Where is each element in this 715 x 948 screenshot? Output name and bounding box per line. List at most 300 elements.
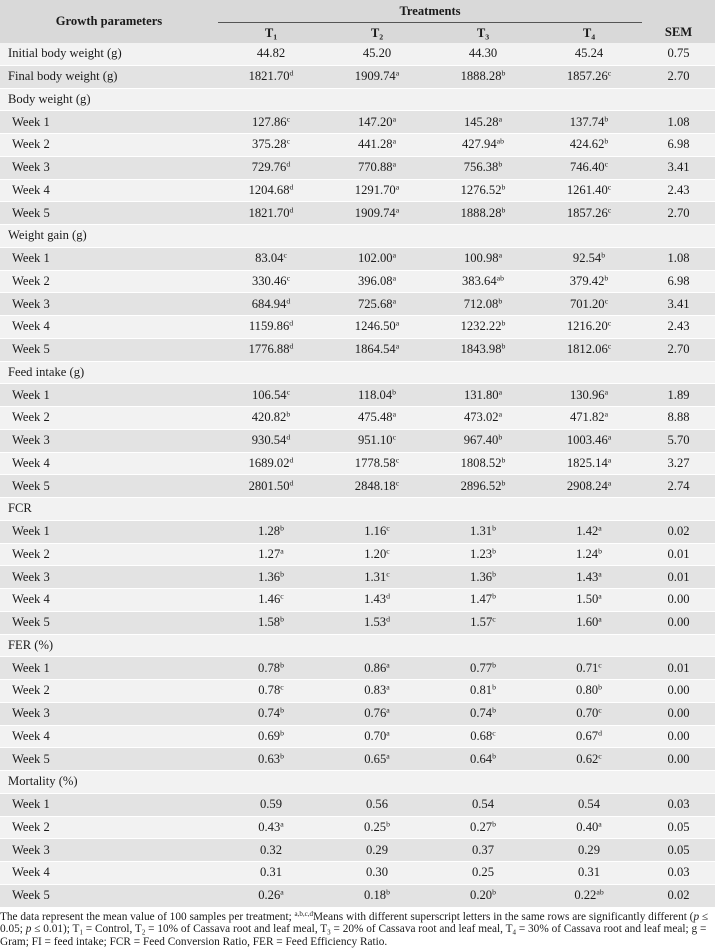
value-cell-t1 <box>218 589 324 612</box>
empty-cell <box>218 361 324 384</box>
significance-letter: a <box>499 251 502 260</box>
value-cell-t3 <box>430 702 536 725</box>
cell-value: 0.80 <box>576 683 598 697</box>
value-cell-t1 <box>218 725 324 748</box>
empty-cell <box>324 498 430 521</box>
value-cell-t3 <box>430 452 536 475</box>
cell-value: 100.98 <box>464 251 499 265</box>
value-cell-t2 <box>324 270 430 293</box>
value-cell-t2 <box>324 680 430 703</box>
significance-letter: b <box>492 524 496 533</box>
row-label: Week 1 <box>0 793 218 816</box>
table-row <box>0 429 715 452</box>
empty-cell <box>218 771 324 794</box>
row-label: Week 4 <box>0 316 218 339</box>
row-label: Week 5 <box>0 202 218 225</box>
value-cell-t1 <box>218 816 324 839</box>
significance-letter: b <box>286 410 290 419</box>
cell-value: 1689.02 <box>249 456 290 470</box>
cell-value: 1.28 <box>258 524 280 538</box>
treatment-header-t3: $T_3$ <box>430 23 536 44</box>
row-label: Week 1 <box>0 111 218 134</box>
significance-letter: d <box>286 433 290 442</box>
cell-value: 967.40 <box>464 433 499 447</box>
value-cell-t1 <box>218 134 324 157</box>
cell-value: 0.31 <box>260 865 282 879</box>
significance-letter: b <box>280 615 284 624</box>
value-cell-t4 <box>536 111 642 134</box>
cell-value: 0.71 <box>576 661 598 675</box>
value-cell-t1 <box>218 475 324 498</box>
significance-letter: b <box>280 751 284 760</box>
value-cell-t4 <box>536 520 642 543</box>
value-cell-t3 <box>430 202 536 225</box>
value-cell-t4 <box>536 884 642 907</box>
cell-value: 0.37 <box>472 843 494 857</box>
cell-value: 1.24 <box>576 547 598 561</box>
row-label: Week 2 <box>0 407 218 430</box>
row-label: Week 5 <box>0 338 218 361</box>
value-cell-t1 <box>218 429 324 452</box>
cell-value: 1216.20 <box>567 319 608 333</box>
value-cell-t3 <box>430 65 536 88</box>
table-row <box>0 134 715 157</box>
significance-letter: c <box>396 478 399 487</box>
significance-letter: a <box>393 274 396 283</box>
header-spacer <box>642 0 715 23</box>
significance-letter: a <box>608 433 611 442</box>
cell-value: 1.60 <box>576 615 598 629</box>
cell-value: 746.40 <box>570 160 605 174</box>
empty-cell <box>536 634 642 657</box>
value-cell-t1 <box>218 793 324 816</box>
cell-value: 427.94 <box>462 137 497 151</box>
value-cell-t4 <box>536 793 642 816</box>
value-cell-t4 <box>536 293 642 316</box>
cell-value: 0.74 <box>470 706 492 720</box>
row-label: Week 3 <box>0 293 218 316</box>
empty-cell <box>536 771 642 794</box>
cell-value: 1276.52 <box>461 183 502 197</box>
significance-letter: d <box>290 183 294 192</box>
significance-letter: c <box>605 296 608 305</box>
cell-value: 1776.88 <box>249 342 290 356</box>
value-cell-t3 <box>430 862 536 885</box>
empty-cell <box>218 225 324 248</box>
value-cell-t1 <box>218 43 324 65</box>
value-cell-t4 <box>536 475 642 498</box>
value-cell-t3 <box>430 111 536 134</box>
significance-letter: a <box>393 410 396 419</box>
significance-letter: d <box>598 729 602 738</box>
value-cell-t1 <box>218 384 324 407</box>
significance-letter: d <box>289 319 293 328</box>
cell-value: 1.20 <box>364 547 386 561</box>
value-cell-t2 <box>324 657 430 680</box>
value-cell-t3 <box>430 384 536 407</box>
value-cell-t1 <box>218 338 324 361</box>
significance-letter: b <box>598 547 602 556</box>
cell-value: 375.28 <box>252 137 287 151</box>
table-row <box>0 702 715 725</box>
value-cell-t2 <box>324 43 430 65</box>
value-cell-t2 <box>324 293 430 316</box>
row-label: Week 5 <box>0 475 218 498</box>
value-cell-t2 <box>324 65 430 88</box>
significance-letter: b <box>498 160 502 169</box>
cell-value: 0.43 <box>258 820 280 834</box>
empty-cell <box>324 225 430 248</box>
significance-letter: c <box>386 524 389 533</box>
value-cell-t2 <box>324 429 430 452</box>
cell-value: 2848.18 <box>355 479 396 493</box>
cell-value: 1003.46 <box>567 433 608 447</box>
cell-value: 0.67 <box>576 729 598 743</box>
row-label: Week 4 <box>0 179 218 202</box>
significance-letter: ab <box>497 274 504 283</box>
significance-letter: c <box>608 342 611 351</box>
value-cell-t4 <box>536 543 642 566</box>
cell-value: 1.58 <box>258 615 280 629</box>
sem-cell: 0.02 <box>642 884 715 907</box>
table-row <box>0 43 715 65</box>
significance-letter: a <box>396 319 399 328</box>
value-cell-t4 <box>536 680 642 703</box>
significance-letter: b <box>492 751 496 760</box>
empty-cell <box>536 498 642 521</box>
significance-letter: b <box>502 478 506 487</box>
cell-value: 127.86 <box>252 115 287 129</box>
value-cell-t2 <box>324 134 430 157</box>
cell-value: 756.38 <box>464 160 499 174</box>
value-cell-t1 <box>218 65 324 88</box>
footnote-segment: = 10% of Cassava root and leaf meal, T <box>145 923 327 935</box>
cell-value: 0.74 <box>258 706 280 720</box>
significance-letter: c <box>280 683 283 692</box>
table-row <box>0 384 715 407</box>
cell-value: 0.77 <box>470 661 492 675</box>
sem-cell: 1.89 <box>642 384 715 407</box>
significance-letter: c <box>598 706 601 715</box>
cell-value: 0.30 <box>366 865 388 879</box>
row-label: Week 2 <box>0 134 218 157</box>
significance-letter: d <box>386 592 390 601</box>
value-cell-t4 <box>536 816 642 839</box>
significance-letter: b <box>604 137 608 146</box>
table-row <box>0 202 715 225</box>
cell-value: 1204.68 <box>249 183 290 197</box>
significance-letter: c <box>386 547 389 556</box>
value-cell-t4 <box>536 247 642 270</box>
cell-value: 471.82 <box>570 410 605 424</box>
footnote-segment: 1 <box>79 929 83 937</box>
value-cell-t3 <box>430 725 536 748</box>
significance-letter: c <box>605 160 608 169</box>
cell-value: 1909.74 <box>355 69 396 83</box>
value-cell-t2 <box>324 247 430 270</box>
significance-letter: a <box>280 888 283 897</box>
cell-value: 0.70 <box>364 729 386 743</box>
significance-letter: c <box>492 729 495 738</box>
significance-letter: a <box>396 183 399 192</box>
significance-letter: a <box>598 569 601 578</box>
table-row <box>0 680 715 703</box>
cell-value: 0.86 <box>364 661 386 675</box>
cell-value: 1.23 <box>470 547 492 561</box>
cell-value: 725.68 <box>358 297 393 311</box>
significance-letter: b <box>604 114 608 123</box>
significance-letter: b <box>502 456 506 465</box>
sem-cell: 0.05 <box>642 816 715 839</box>
row-label: Week 2 <box>0 680 218 703</box>
cell-value: 1261.40 <box>567 183 608 197</box>
table-section-row <box>0 771 715 794</box>
significance-letter: b <box>492 820 496 829</box>
value-cell-t2 <box>324 475 430 498</box>
row-label: Week 5 <box>0 884 218 907</box>
table-row <box>0 884 715 907</box>
value-cell-t2 <box>324 839 430 862</box>
significance-letter: c <box>492 615 495 624</box>
cell-value: 1.43 <box>364 592 386 606</box>
significance-letter: ab <box>596 888 603 897</box>
cell-value: 0.78 <box>258 683 280 697</box>
significance-letter: b <box>601 251 605 260</box>
row-label: Week 2 <box>0 270 218 293</box>
row-label: Initial body weight (g) <box>0 43 218 65</box>
sem-cell: 0.00 <box>642 589 715 612</box>
sem-cell: 0.75 <box>642 43 715 65</box>
significance-letter: c <box>280 592 283 601</box>
table-row <box>0 611 715 634</box>
cell-value: 1.42 <box>576 524 598 538</box>
value-cell-t1 <box>218 520 324 543</box>
significance-letter: b <box>498 433 502 442</box>
treatments-group-header: Treatments <box>218 0 642 23</box>
value-cell-t3 <box>430 156 536 179</box>
cell-value: 1.47 <box>470 592 492 606</box>
value-cell-t2 <box>324 111 430 134</box>
cell-value: 396.08 <box>358 274 393 288</box>
significance-letter: a <box>386 683 389 692</box>
row-label: Week 1 <box>0 657 218 680</box>
cell-value: 0.83 <box>364 683 386 697</box>
value-cell-t3 <box>430 839 536 862</box>
sem-cell: 0.02 <box>642 520 715 543</box>
significance-letter: d <box>386 615 390 624</box>
significance-letter: a <box>396 69 399 78</box>
row-label: Week 4 <box>0 862 218 885</box>
value-cell-t2 <box>324 566 430 589</box>
cell-value: 45.24 <box>575 46 603 60</box>
significance-letter: a <box>280 820 283 829</box>
cell-value: 0.65 <box>364 752 386 766</box>
cell-value: 0.26 <box>258 888 280 902</box>
row-label: Week 3 <box>0 429 218 452</box>
significance-letter: c <box>283 251 286 260</box>
row-label: Week 4 <box>0 589 218 612</box>
sem-cell: 3.41 <box>642 293 715 316</box>
footnote-segment: = Control, T <box>83 923 142 935</box>
cell-value: 701.20 <box>570 297 605 311</box>
cell-value: 0.32 <box>260 843 282 857</box>
value-cell-t3 <box>430 657 536 680</box>
table-body <box>0 43 715 907</box>
empty-cell <box>536 361 642 384</box>
significance-letter: c <box>598 751 601 760</box>
empty-cell <box>536 88 642 111</box>
cell-value: 0.29 <box>578 843 600 857</box>
significance-letter: a <box>598 592 601 601</box>
sem-cell: 2.70 <box>642 65 715 88</box>
cell-value: 1821.70 <box>249 69 290 83</box>
value-cell-t4 <box>536 611 642 634</box>
significance-letter: d <box>290 205 294 214</box>
value-cell-t4 <box>536 134 642 157</box>
cell-value: 1.43 <box>576 570 598 584</box>
cell-value: 684.94 <box>252 297 287 311</box>
row-label: Final body weight (g) <box>0 65 218 88</box>
cell-value: 1857.26 <box>567 69 608 83</box>
value-cell-t1 <box>218 566 324 589</box>
value-cell-t1 <box>218 452 324 475</box>
cell-value: 2801.50 <box>249 479 290 493</box>
significance-letter: a <box>605 387 608 396</box>
sem-cell: 0.00 <box>642 680 715 703</box>
value-cell-t3 <box>430 566 536 589</box>
cell-value: 0.78 <box>258 661 280 675</box>
cell-value: 1857.26 <box>567 206 608 220</box>
table-row <box>0 452 715 475</box>
footnote-segment: p <box>26 923 32 935</box>
empty-cell <box>430 225 536 248</box>
value-cell-t3 <box>430 293 536 316</box>
section-label: Body weight (g) <box>0 88 218 111</box>
significance-letter: c <box>598 660 601 669</box>
value-cell-t2 <box>324 793 430 816</box>
value-cell-t3 <box>430 793 536 816</box>
significance-letter: c <box>396 456 399 465</box>
table-row <box>0 338 715 361</box>
value-cell-t3 <box>430 270 536 293</box>
significance-letter: d <box>286 296 290 305</box>
value-cell-t1 <box>218 407 324 430</box>
significance-letter: a <box>499 114 502 123</box>
empty-cell <box>430 634 536 657</box>
significance-letter: a <box>393 296 396 305</box>
table-row <box>0 725 715 748</box>
section-label: Mortality (%) <box>0 771 218 794</box>
value-cell-t2 <box>324 702 430 725</box>
significance-letter: b <box>492 660 496 669</box>
cell-value: 1909.74 <box>355 206 396 220</box>
sem-cell: 3.27 <box>642 452 715 475</box>
cell-value: 0.68 <box>470 729 492 743</box>
sem-cell: 0.01 <box>642 657 715 680</box>
significance-letter: c <box>287 387 290 396</box>
sem-cell: 6.98 <box>642 134 715 157</box>
cell-value: 1.53 <box>364 615 386 629</box>
row-label: Week 5 <box>0 748 218 771</box>
value-cell-t3 <box>430 543 536 566</box>
cell-value: 0.62 <box>576 752 598 766</box>
value-cell-t3 <box>430 884 536 907</box>
value-cell-t1 <box>218 611 324 634</box>
cell-value: 1.57 <box>470 615 492 629</box>
empty-cell <box>642 88 715 111</box>
row-label: Week 4 <box>0 452 218 475</box>
cell-value: 1246.50 <box>355 319 396 333</box>
significance-letter: c <box>393 433 396 442</box>
significance-letter: a <box>393 160 396 169</box>
significance-letter: b <box>502 205 506 214</box>
cell-value: 1821.70 <box>249 206 290 220</box>
significance-letter: c <box>287 274 290 283</box>
table-footnote <box>0 908 715 948</box>
cell-value: 475.48 <box>358 410 393 424</box>
value-cell-t2 <box>324 202 430 225</box>
value-cell-t2 <box>324 725 430 748</box>
cell-value: 2896.52 <box>461 479 502 493</box>
value-cell-t1 <box>218 202 324 225</box>
sem-cell: 8.88 <box>642 407 715 430</box>
significance-letter: d <box>286 160 290 169</box>
empty-cell <box>642 498 715 521</box>
cell-value: 0.56 <box>366 797 388 811</box>
cell-value: 1.16 <box>364 524 386 538</box>
footnote-segment: 4 <box>513 929 517 937</box>
significance-letter: ab <box>497 137 504 146</box>
table-row <box>0 156 715 179</box>
empty-cell <box>642 361 715 384</box>
value-cell-t2 <box>324 748 430 771</box>
value-cell-t1 <box>218 862 324 885</box>
row-label: Week 2 <box>0 816 218 839</box>
significance-letter: a <box>598 524 601 533</box>
significance-letter: c <box>287 137 290 146</box>
value-cell-t3 <box>430 134 536 157</box>
cell-value: 1.50 <box>576 592 598 606</box>
significance-letter: a <box>598 820 601 829</box>
value-cell-t3 <box>430 179 536 202</box>
empty-cell <box>324 361 430 384</box>
sem-cell: 0.05 <box>642 839 715 862</box>
cell-value: 1808.52 <box>461 456 502 470</box>
cell-value: 930.54 <box>252 433 287 447</box>
sem-cell: 2.43 <box>642 316 715 339</box>
cell-value: 0.22 <box>574 888 596 902</box>
significance-letter: b <box>502 319 506 328</box>
row-label: Week 5 <box>0 611 218 634</box>
row-label: Week 1 <box>0 520 218 543</box>
value-cell-t4 <box>536 316 642 339</box>
significance-letter: d <box>290 456 294 465</box>
value-cell-t1 <box>218 111 324 134</box>
section-label: Feed intake (g) <box>0 361 218 384</box>
value-cell-t4 <box>536 657 642 680</box>
table-row <box>0 179 715 202</box>
value-cell-t4 <box>536 338 642 361</box>
value-cell-t4 <box>536 725 642 748</box>
table-row <box>0 589 715 612</box>
sem-cell: 6.98 <box>642 270 715 293</box>
value-cell-t2 <box>324 543 430 566</box>
table-row <box>0 111 715 134</box>
cell-value: 0.18 <box>364 888 386 902</box>
table-header <box>0 0 715 43</box>
value-cell-t1 <box>218 657 324 680</box>
value-cell-t1 <box>218 839 324 862</box>
